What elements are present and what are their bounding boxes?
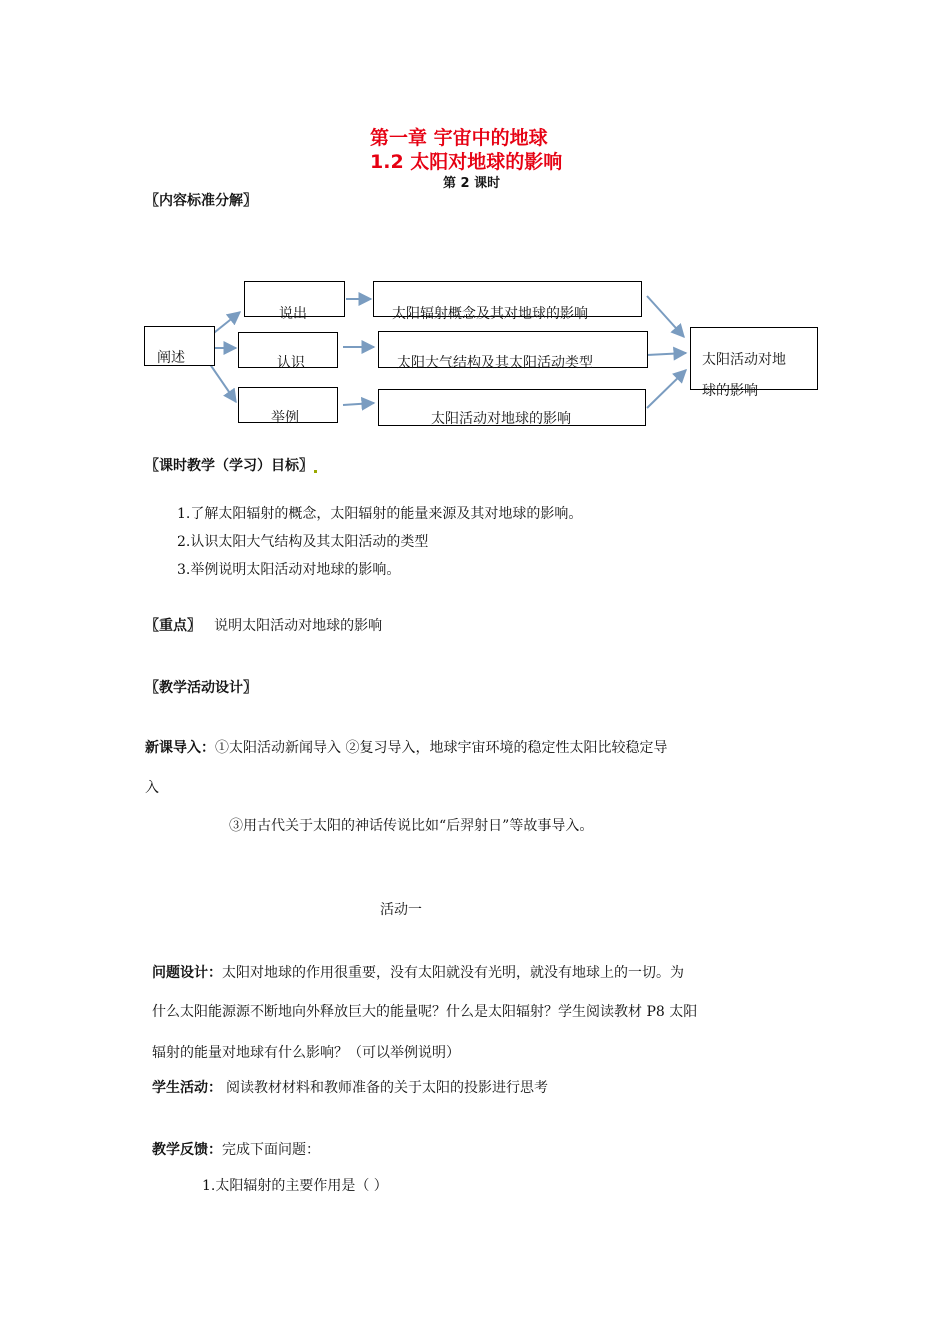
goal-item-1: 1.了解太阳辐射的概念，太阳辐射的能量来源及其对地球的影响。 [177,506,583,522]
mark-dot [314,470,317,473]
question-line-3: 辐射的能量对地球有什么影响？（可以举例说明） [152,1045,460,1061]
goal-item-3: 3.举例说明太阳活动对地球的影响。 [177,562,401,578]
goal-item-2: 2.认识太阳大气结构及其太阳活动的类型 [177,534,429,550]
goals-heading-text: 〖课时教学（学习）目标〗 [145,458,313,474]
box-verb-1 [244,281,345,322]
box-verb-3 [238,387,338,426]
box-target-label-2: 球的影响 [702,383,758,399]
box-item-2-label: 太阳大气结构及其太阳活动类型 [397,355,593,371]
student-activity-label: 学生活动： [152,1080,222,1096]
question-line-2: 什么太阳能源源不断地向外释放巨大的能量呢？什么是太阳辐射？学生阅读教材 P8 太阳 [152,1004,698,1020]
box-verb-2 [238,332,338,371]
key-point-text: 说明太阳活动对地球的影响 [214,618,383,634]
intro-text-1: ①太阳活动新闻导入 ②复习导入，地球宇宙环境的稳定性太阳比较稳定导 [215,740,668,756]
intro-label: 新课导入： [145,740,215,756]
box-verb-2-label: 认识 [277,355,305,371]
feedback-label: 教学反馈： [152,1142,222,1158]
goals-heading [145,455,318,475]
content-standard-heading: 〖内容标准分解〗 [145,193,257,209]
arrow-item3-to-target [647,370,686,408]
box-item-3-label: 太阳活动对地球的影响 [431,411,571,427]
box-target [690,327,818,399]
student-activity-text: 阅读教材材料和教师准备的关于太阳的投影进行思考 [226,1080,548,1096]
box-verb-3-label: 举例 [271,410,299,426]
intro-line-1 [145,737,667,757]
section-title: 1.2 太阳对地球的影响 [370,151,563,173]
arrow-item2-to-target [647,353,686,355]
arrow-verb3-to-item3 [343,403,374,405]
box-item-1 [373,281,642,322]
key-point-label: 〖重点〗 [145,618,201,634]
activity-title: 活动一 [380,902,422,918]
chapter-title: 第一章 宇宙中的地球 [370,127,548,149]
student-activity [152,1077,548,1097]
intro-line-2: 入 [145,780,159,796]
question-line-1 [152,962,684,982]
box-verb-1-label: 说出 [279,306,307,322]
feedback [152,1139,320,1159]
lesson-label: 第 2 课时 [443,176,501,191]
feedback-question-1: 1.太阳辐射的主要作用是（ ） [202,1178,388,1194]
question-label: 问题设计： [152,965,222,981]
intro-line-3: ③用古代关于太阳的神话传说比如“后羿射日”等故事导入。 [229,818,594,834]
arrow-item1-to-target [647,296,684,337]
box-item-2 [378,331,648,371]
question-text-1: 太阳对地球的作用很重要，没有太阳就没有光明，就没有地球上的一切。为 [222,965,684,981]
box-item-3 [378,389,646,426]
design-heading: 〖教学活动设计〗 [145,680,257,696]
box-source-label: 阐述 [157,350,185,366]
box-source [144,326,215,366]
box-target-label-1: 太阳活动对地 [702,352,786,368]
box-item-1-label: 太阳辐射概念及其对地球的影响 [392,306,588,322]
key-point [145,615,382,635]
feedback-text: 完成下面问题： [222,1142,320,1158]
